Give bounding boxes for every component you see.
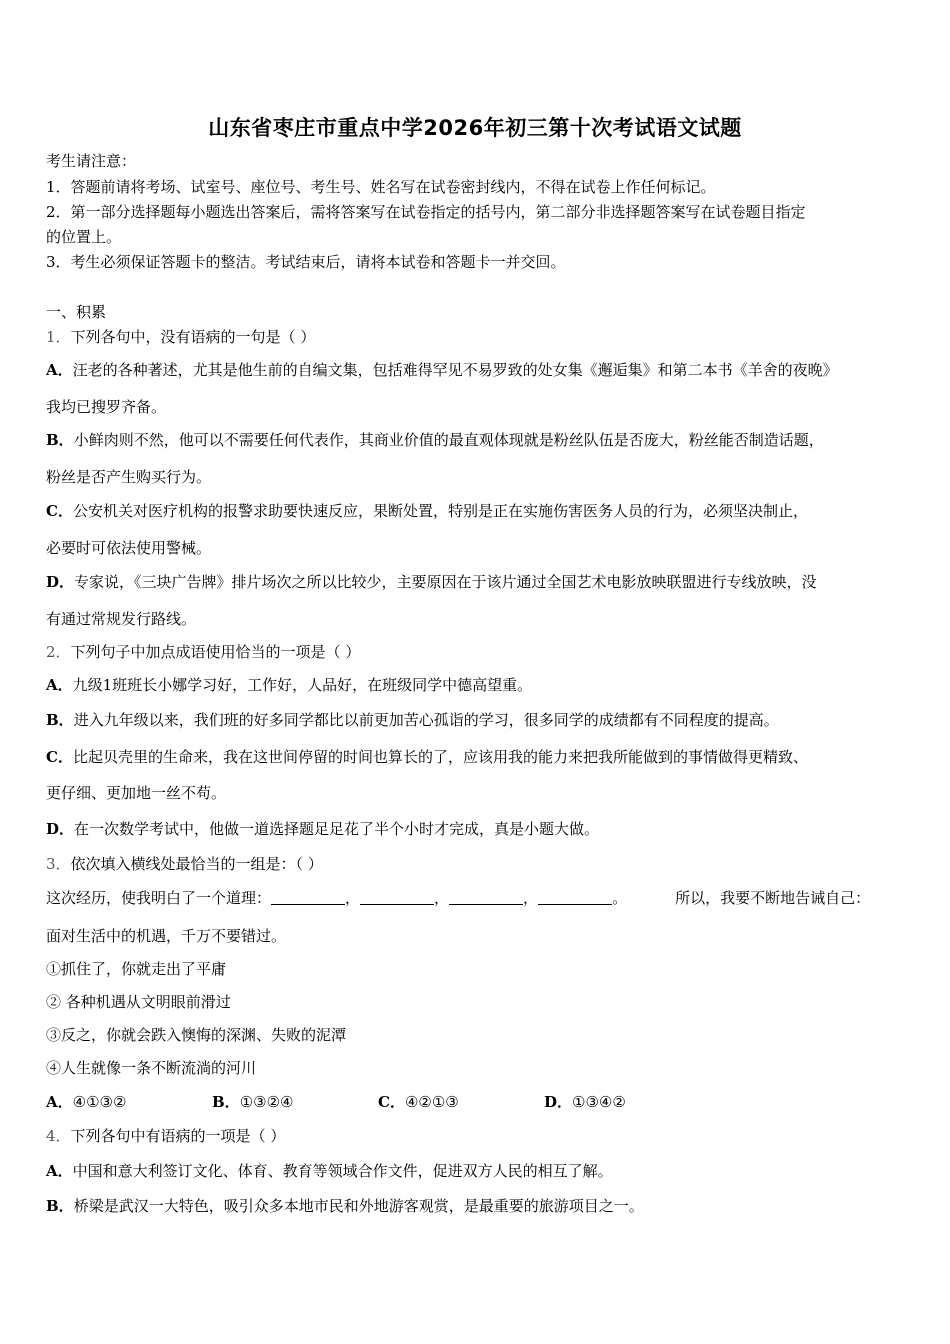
question-3-stem: 3．依次填入横线处最恰当的一组是：（ ） — [46, 855, 323, 873]
q2-option-a: A．九级1班班长小娜学习好，工作好，人品好，在班级同学中德高望重。 — [46, 676, 533, 694]
q2-option-d: D．在一次数学考试中，他做一道选择题足足花了半个小时才完成，真是小题大做。 — [46, 820, 600, 838]
q3-item-3: ③反之，你就会跌入懊悔的深渊、失败的泥潭 — [46, 1026, 347, 1044]
q3-option-d: D．①③④② — [544, 1093, 626, 1111]
exam-title: 山东省枣庄市重点中学2026年初三第十次考试语文试题 — [208, 116, 742, 140]
q3-passage-cont: 面对生活中的机遇，千万不要错过。 — [46, 927, 287, 945]
question-4-stem: 4．下列各句中有语病的一项是（ ） — [46, 1127, 286, 1145]
question-number: 1． — [46, 328, 71, 346]
q3-options — [46, 1092, 916, 1112]
notice-item-1: 1．答题前请将考场、试室号、座位号、考生号、姓名写在试卷密封线内，不得在试卷上作任何标记。 — [46, 178, 716, 196]
q1-option-a: A．汪老的各种著述，尤其是他生前的自编文集，包括难得罕见不易罗致的处女集《邂逅集》和第二本书《羊舍的夜晚》 — [46, 361, 838, 379]
q1-option-d-cont: 有通过常规发行路线。 — [46, 610, 197, 628]
question-2-stem: 2．下列句子中加点成语使用恰当的一项是（ ） — [46, 643, 361, 661]
question-number: 2． — [46, 643, 71, 661]
q1-option-a-cont: 我均已搜罗齐备。 — [46, 398, 167, 416]
q3-passage: 这次经历，使我明白了一个道理： ， ， ， 。 所以，我要不断地告诫自己： — [46, 889, 871, 907]
q1-option-c: C．公安机关对医疗机构的报警求助要快速反应，果断处置，特别是正在实施伤害医务人员的行为，必须坚决制止， — [46, 502, 808, 520]
q3-item-2: ② 各种机遇从文明眼前滑过 — [46, 993, 231, 1011]
q3-item-1: ①抓住了，你就走出了平庸 — [46, 960, 227, 978]
notice-item-3: 3．考生必须保证答题卡的整洁。考试结束后，请将本试卷和答题卡一并交回。 — [46, 253, 566, 271]
q1-option-b: B．小鲜肉则不然，他可以不需要任何代表作，其商业价值的最直观体现就是粉丝队伍是否庞大，粉丝能否制造话题， — [46, 431, 824, 449]
notice-item-2-cont: 的位置上。 — [46, 228, 122, 246]
notice-item-2: 2．第一部分选择题每小题选出答案后，需将答案写在试卷指定的括号内，第二部分非选择题答案写在试卷题目指定 — [46, 203, 806, 221]
q3-option-a: A．④①③② — [46, 1093, 127, 1111]
q2-option-b: B．进入九年级以来，我们班的好多同学都比以前更加苦心孤诣的学习，很多同学的成绩都有不同程度的提高。 — [46, 711, 779, 729]
q2-option-c-cont: 更仔细、更加地一丝不苟。 — [46, 784, 227, 802]
question-number: 4． — [46, 1127, 71, 1145]
q2-option-c: C．比起贝壳里的生命来，我在这世间停留的时间也算长的了，应该用我的能力来把我所能做到的事情做得更精致、 — [46, 748, 808, 766]
notice-heading: 考生请注意： — [46, 152, 137, 170]
fill-blank-1 — [271, 890, 345, 905]
q4-option-a: A．中国和意大利签订文化、体育、教育等领域合作文件，促进双方人民的相互了解。 — [46, 1162, 613, 1180]
q1-option-c-cont: 必要时可依法使用警械。 — [46, 539, 212, 557]
question-number: 3． — [46, 855, 71, 873]
q1-option-d: D．专家说，《三块广告牌》排片场次之所以比较少，主要原因在于该片通过全国艺术电影放映联盟进行专线放映，没 — [46, 573, 817, 591]
q1-option-b-cont: 粉丝是否产生购买行为。 — [46, 468, 212, 486]
fill-blank-2 — [360, 890, 434, 905]
q4-option-b: B．桥梁是武汉一大特色，吸引众多本地市民和外地游客观赏，是最重要的旅游项目之一。 — [46, 1197, 644, 1215]
q3-item-4: ④人生就像一条不断流淌的河川 — [46, 1059, 257, 1077]
section-heading: 一、积累 — [46, 303, 107, 321]
question-1-stem: 1．下列各句中，没有语病的一句是（ ） — [46, 328, 316, 346]
q3-option-c: C．④②①③ — [378, 1093, 459, 1111]
fill-blank-4 — [538, 890, 612, 905]
fill-blank-3 — [449, 890, 523, 905]
q3-option-b: B．①③②④ — [212, 1093, 294, 1111]
